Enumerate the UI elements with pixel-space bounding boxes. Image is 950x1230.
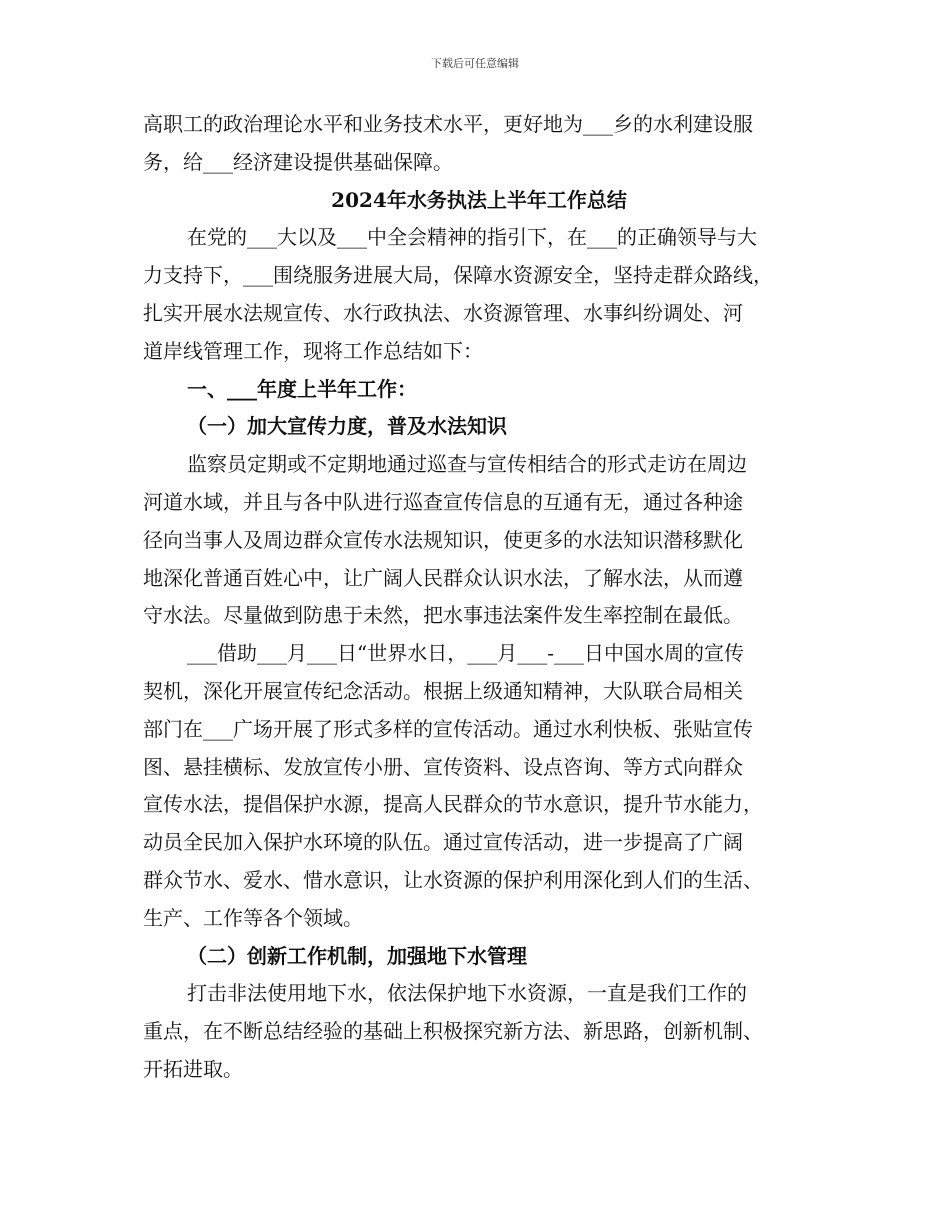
paragraph-line: 高职工的政治理论水平和业务技术水平，更好地为___乡的水利建设服 xyxy=(143,112,753,136)
paragraph-line: 务，给___经济建设提供基础保障。 xyxy=(143,149,453,174)
paragraph-line: 重点，在不断总结经验的基础上积极探究新方法、新思路，创新机制、 xyxy=(143,1019,763,1044)
paragraph-line: 径向当事人及周边群众宣传水法规知识，使更多的水法知识潜移默化 xyxy=(143,527,743,552)
paragraph-line: 群众节水、爱水、惜水意识，让水资源的保护利用深化到人们的生活、 xyxy=(143,867,763,892)
paragraph-line: 部门在___广场开展了形式多样的宣传活动。通过水利快板、张贴宣传 xyxy=(143,716,753,741)
paragraph-line: 契机，深化开展宣传纪念活动。根据上级通知精神，大队联合局相关 xyxy=(143,678,743,703)
paragraph-line: 地深化普通百姓心中，让广阔人民群众认识水法，了解水法，从而遵 xyxy=(143,565,743,590)
document-title: 2024年水务执法上半年工作总结 xyxy=(331,187,627,212)
page-header: 下载后可任意编辑 xyxy=(431,57,519,70)
paragraph-line: 开拓进取。 xyxy=(143,1056,243,1081)
section-heading: （二）创新工作机制，加强地下水管理 xyxy=(187,943,527,968)
paragraph-line: 动员全民加入保护水环境的队伍。通过宣传活动，进一步提高了广阔 xyxy=(143,830,743,855)
paragraph-first-line: ___借助___月___日“世界水日，___月___-___日中国水周的宣传 xyxy=(187,641,744,666)
paragraph-line: 力支持下，___围绕服务进展大局，保障水资源安全，坚持走群众路线， xyxy=(143,263,773,288)
paragraph-line: 扎实开展水法规宣传、水行政执法、水资源管理、水事纠纷调处、河 xyxy=(143,300,743,325)
paragraph-line: 图、悬挂横标、发放宣传小册、宣传资料、设点咨询、等方式向群众 xyxy=(143,754,743,779)
section-heading: （一）加大宣传力度，普及水法知识 xyxy=(187,414,507,439)
paragraph-first-line: 在党的___大以及___中全会精神的指引下，在___的正确领导与大 xyxy=(187,225,757,250)
document-body xyxy=(143,106,815,1089)
paragraph-line: 生产、工作等各个领域。 xyxy=(143,905,363,930)
paragraph-line: 河道水域，并且与各中队进行巡查宣传信息的互通有无，通过各种途 xyxy=(143,489,743,514)
paragraph-line: 守水法。尽量做到防患于未然，把水事违法案件发生率控制在最低。 xyxy=(143,603,743,628)
paragraph-line: 宣传水法，提倡保护水源，提高人民群众的节水意识，提升节水能力， xyxy=(143,792,763,817)
paragraph-first-line: 监察员定期或不定期地通过巡查与宣传相结合的形式走访在周边 xyxy=(187,452,747,477)
paragraph-line: 道岸线管理工作，现将工作总结如下： xyxy=(143,338,483,363)
section-heading: 一、___年度上半年工作： xyxy=(187,376,417,401)
paragraph-first-line: 打击非法使用地下水，依法保护地下水资源，一直是我们工作的 xyxy=(187,981,747,1006)
